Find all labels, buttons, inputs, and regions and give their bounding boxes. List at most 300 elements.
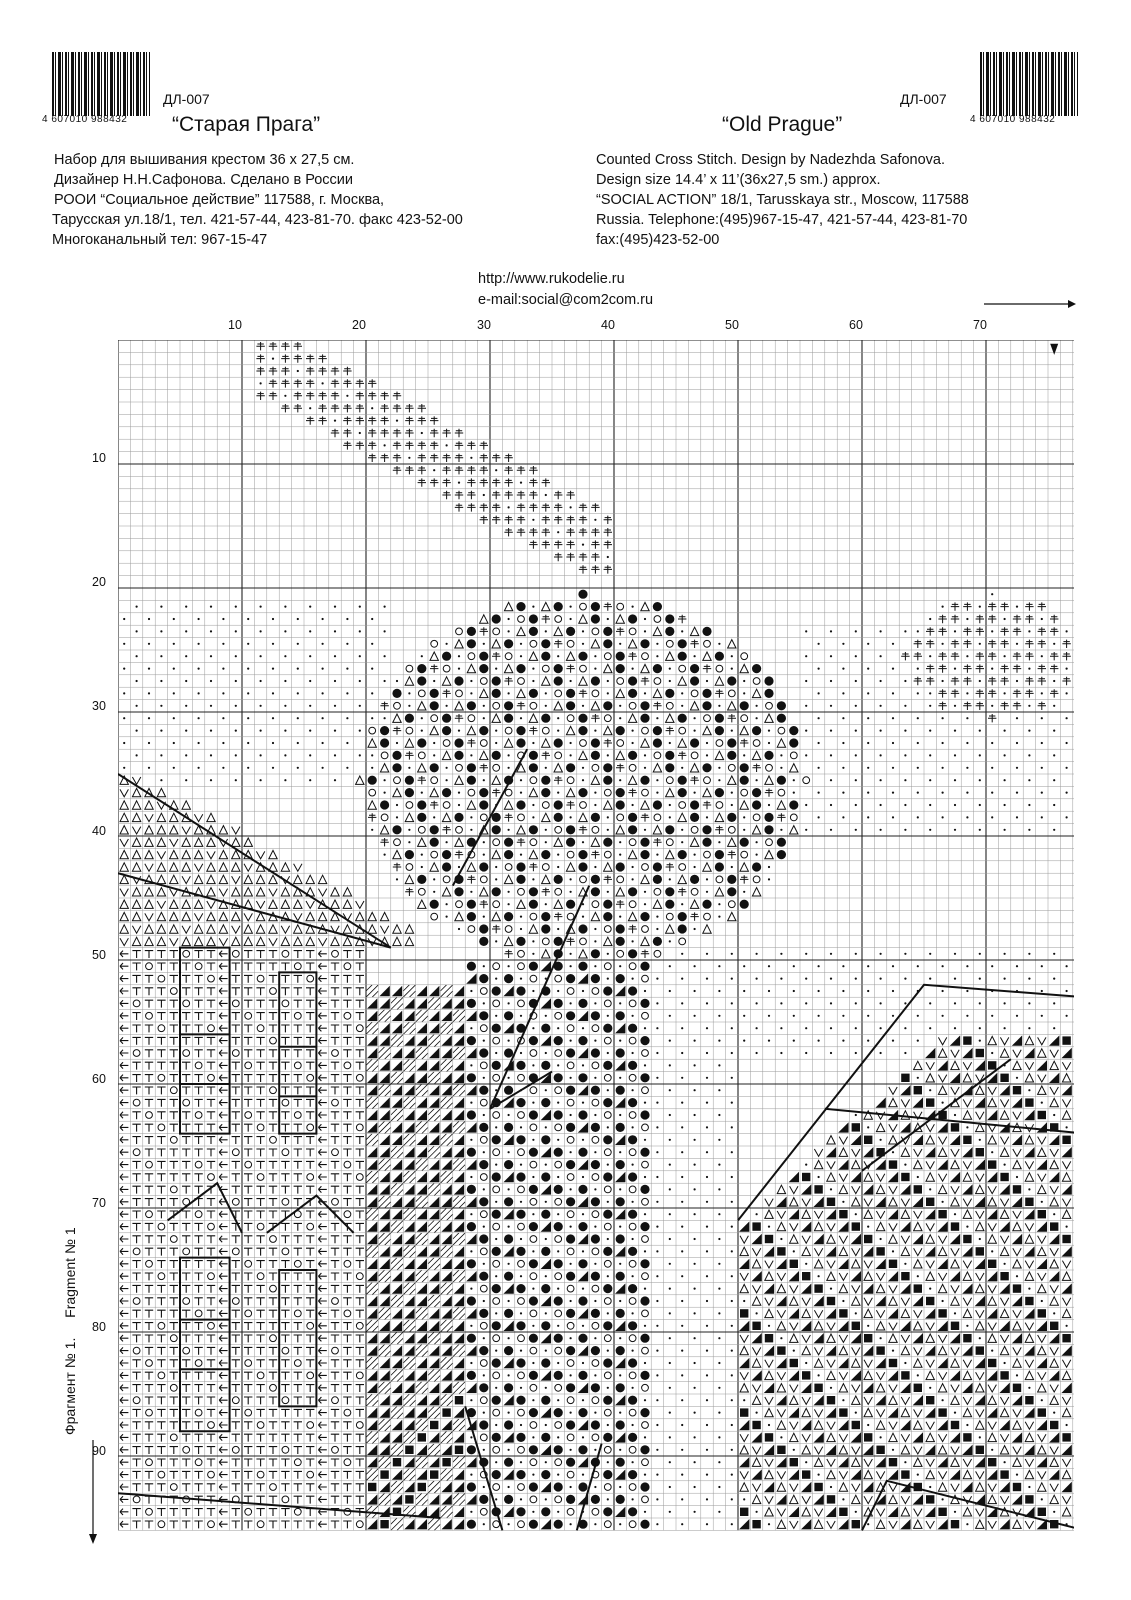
info-en-line: Russia. Telephone:(495)967-15-47, 421-57-44, 423-81-70 — [596, 212, 968, 228]
stitch-dot — [942, 1201, 944, 1203]
stitch-ring — [530, 1050, 537, 1057]
stitch-ring — [505, 789, 512, 796]
stitch-hatch — [403, 1022, 415, 1034]
stitch-ring — [604, 715, 611, 722]
stitch-triangle — [579, 813, 587, 821]
stitch-ring — [158, 1223, 165, 1230]
stitch-tee — [194, 1186, 202, 1193]
stitch-dot — [818, 643, 820, 645]
stitch-filled-circle — [616, 1272, 625, 1281]
stitch-tee — [256, 1310, 264, 1317]
stitch-dot — [830, 655, 832, 657]
stitch-dot — [1041, 767, 1043, 769]
stitch-ring — [704, 851, 711, 858]
stitch-filled-circle — [578, 924, 587, 933]
stitch-ring — [642, 1459, 649, 1466]
stitch-tee — [331, 1087, 339, 1094]
stitch-dot — [619, 1040, 621, 1042]
stitch-filled-circle — [479, 1160, 488, 1169]
stitch-arrow — [120, 1496, 128, 1502]
stitch-half — [751, 1370, 761, 1380]
stitch-triangle — [194, 937, 202, 945]
stitch-filled-circle — [504, 1458, 513, 1467]
stitch-dot — [966, 767, 968, 769]
stitch-tee — [306, 1409, 314, 1416]
stitch-tee — [207, 1459, 215, 1466]
stitch-ring — [195, 1112, 202, 1119]
barcode-icon — [52, 52, 150, 116]
stitch-triangle — [1025, 1036, 1033, 1044]
stitch-ring — [493, 901, 500, 908]
stitch-tee — [207, 1397, 215, 1404]
stitch-dot — [210, 606, 212, 608]
stitch-ring — [629, 764, 636, 771]
stitch-hatch — [428, 1369, 440, 1381]
stitch-triangle — [393, 937, 401, 945]
stitch-triangle — [517, 627, 525, 635]
stitch-dot — [1004, 1027, 1006, 1029]
stitch-dot — [793, 990, 795, 992]
stitch-plus — [554, 553, 562, 561]
stitch-ring — [158, 1273, 165, 1280]
stitch-ring — [642, 1384, 649, 1391]
stitch-dot — [669, 878, 671, 880]
stitch-triangle — [145, 801, 153, 809]
stitch-square — [1062, 1235, 1070, 1243]
stitch-dot — [557, 1213, 559, 1215]
stitch-dot — [669, 1412, 671, 1414]
stitch-triangle — [889, 1433, 897, 1441]
stitch-dot — [743, 692, 745, 694]
stitch-half — [503, 1023, 513, 1033]
stitch-vee — [207, 851, 215, 858]
stitch-hatch — [453, 1047, 465, 1059]
stitch-dot — [942, 767, 944, 769]
stitch-triangle — [666, 925, 674, 933]
stitch-ring — [518, 1186, 525, 1193]
stitch-ring — [356, 1273, 363, 1280]
stitch-filled-circle — [516, 875, 525, 884]
stitch-dot — [768, 742, 770, 744]
stitch-filled-circle — [492, 1470, 501, 1479]
stitch-vee — [864, 1397, 872, 1404]
stitch-dot — [867, 1126, 869, 1128]
stitch-dot — [632, 1424, 634, 1426]
stitch-tee — [194, 1137, 202, 1144]
stitch-dot — [718, 1337, 720, 1339]
stitch-plus — [604, 528, 612, 536]
stitch-dot — [222, 668, 224, 670]
stitch-vee — [926, 1124, 934, 1131]
stitch-triangle — [418, 838, 426, 846]
stitch-tee — [207, 951, 215, 958]
stitch-half — [851, 1469, 861, 1479]
stitch-dot — [594, 1151, 596, 1153]
stitch-arrow — [219, 1422, 227, 1428]
stitch-dot — [904, 630, 906, 632]
stitch-dot — [904, 953, 906, 955]
stitch-dot — [706, 1275, 708, 1277]
stitch-dot — [1041, 990, 1043, 992]
stitch-triangle — [393, 788, 401, 796]
stitch-vee — [827, 1161, 835, 1168]
stitch-vee — [938, 1137, 946, 1144]
stitch-triangle — [988, 1136, 996, 1144]
stitch-plus — [604, 565, 612, 573]
stitch-filled-circle — [715, 850, 724, 859]
stitch-half — [950, 1333, 960, 1343]
stitch-ring — [555, 1161, 562, 1168]
stitch-dot — [694, 1040, 696, 1042]
stitch-filled-circle — [541, 1172, 550, 1181]
stitch-tee — [145, 1199, 153, 1206]
stitch-plus — [529, 540, 537, 548]
stitch-hatch — [378, 1233, 390, 1245]
stitch-half — [392, 1420, 402, 1430]
stitch-dot — [532, 1288, 534, 1290]
stitch-half — [578, 1345, 588, 1355]
stitch-filled-circle — [554, 1482, 563, 1491]
stitch-vee — [963, 1199, 971, 1206]
stitch-dot — [706, 1226, 708, 1228]
stitch-dot — [718, 1387, 720, 1389]
stitch-square — [790, 1458, 798, 1466]
stitch-dot — [594, 965, 596, 967]
stitch-arrow — [219, 1285, 227, 1291]
stitch-half — [441, 1234, 451, 1244]
stitch-filled-circle — [492, 1210, 501, 1219]
stitch-dot — [508, 1374, 510, 1376]
stitch-dot — [359, 730, 361, 732]
stitch-filled-circle — [479, 652, 488, 661]
stitch-dot — [1041, 618, 1043, 620]
website-link[interactable]: http://www.rukodelie.ru — [478, 271, 625, 287]
stitch-arrow — [219, 1025, 227, 1031]
stitch-half — [392, 1345, 402, 1355]
stitch-filled-circle — [690, 813, 699, 822]
stitch-triangle — [938, 1284, 946, 1292]
stitch-dot — [656, 1226, 658, 1228]
stitch-tee — [170, 1050, 178, 1057]
stitch-filled-circle — [566, 900, 575, 909]
stitch-half — [999, 1321, 1009, 1331]
stitch-plus — [703, 801, 711, 809]
stitch-ring — [505, 926, 512, 933]
stitch-triangle — [703, 652, 711, 660]
stitch-tee — [294, 975, 302, 982]
stitch-ring — [493, 839, 500, 846]
stitch-square — [951, 1123, 959, 1131]
stitch-half — [962, 1345, 972, 1355]
stitch-half — [367, 1184, 377, 1194]
stitch-dot — [619, 1002, 621, 1004]
stitch-triangle — [170, 826, 178, 834]
stitch-tee — [232, 1285, 240, 1292]
stitch-half — [1061, 1246, 1071, 1256]
stitch-tee — [244, 1484, 252, 1491]
stitch-filled-circle — [678, 639, 687, 648]
stitch-dot — [570, 754, 572, 756]
stitch-filled-circle — [554, 602, 563, 611]
stitch-square — [827, 1297, 835, 1305]
stitch-vee — [1013, 1050, 1021, 1057]
stitch-vee — [306, 901, 314, 908]
stitch-ring — [170, 1484, 177, 1491]
stitch-ring — [294, 1112, 301, 1119]
stitch-ring — [208, 1471, 215, 1478]
stitch-filled-circle — [789, 726, 798, 735]
stitch-half — [454, 1221, 464, 1231]
stitch-plus — [1038, 677, 1046, 685]
stitch-dot — [508, 1412, 510, 1414]
stitch-ring — [530, 1236, 537, 1243]
stitch-plus — [306, 354, 314, 362]
stitch-tee — [306, 1211, 314, 1218]
stitch-triangle — [380, 912, 388, 920]
stitch-dot — [892, 668, 894, 670]
stitch-tee — [132, 1484, 140, 1491]
stitch-triangle — [542, 602, 550, 610]
stitch-dot — [818, 1275, 820, 1277]
stitch-tee — [294, 1174, 302, 1181]
stitch-filled-circle — [479, 862, 488, 871]
stitch-half — [417, 1035, 427, 1045]
stitch-tee — [170, 1025, 178, 1032]
stitch-plus — [368, 392, 376, 400]
stitch-ring — [195, 1409, 202, 1416]
stitch-arrow — [120, 1409, 128, 1415]
stitch-tee — [356, 1347, 364, 1354]
stitch-dot — [495, 1461, 497, 1463]
stitch-ring — [642, 789, 649, 796]
stitch-filled-circle — [640, 1222, 649, 1231]
stitch-filled-circle — [616, 800, 625, 809]
stitch-triangle — [901, 1508, 909, 1516]
stitch-dot — [359, 655, 361, 657]
stitch-dot — [793, 1040, 795, 1042]
stitch-vee — [1062, 1199, 1070, 1206]
stitch-vee — [951, 1385, 959, 1392]
stitch-filled-circle — [591, 1234, 600, 1243]
stitch-dot — [284, 630, 286, 632]
stitch-tee — [194, 1236, 202, 1243]
stitch-half — [379, 1221, 389, 1231]
stitch-plus — [1000, 627, 1008, 635]
stitch-dot — [1028, 978, 1030, 980]
stitch-half — [962, 1246, 972, 1256]
stitch-triangle — [641, 739, 649, 747]
stitch-hatch — [453, 1382, 465, 1394]
stitch-triangle — [430, 726, 438, 734]
stitch-tee — [170, 1161, 178, 1168]
stitch-dot — [681, 1052, 683, 1054]
stitch-triangle — [219, 875, 227, 883]
stitch-filled-circle — [442, 788, 451, 797]
stitch-tee — [331, 1062, 339, 1069]
stitch-half — [441, 998, 451, 1008]
stitch-dot — [855, 1213, 857, 1215]
stitch-square — [914, 1384, 922, 1392]
stitch-half — [367, 1085, 377, 1095]
stitch-tee — [294, 1298, 302, 1305]
stitch-ring — [604, 926, 611, 933]
stitch-dot — [681, 903, 683, 905]
stitch-dot — [570, 1300, 572, 1302]
stitch-dot — [929, 1387, 931, 1389]
stitch-tee — [132, 1471, 140, 1478]
stitch-plus — [405, 888, 413, 896]
stitch-dot — [669, 1263, 671, 1265]
stitch-dot — [756, 1213, 758, 1215]
stitch-tee — [356, 1149, 364, 1156]
stitch-dot — [656, 1151, 658, 1153]
stitch-ring — [270, 1236, 277, 1243]
stitch-tee — [269, 1261, 277, 1268]
stitch-triangle — [170, 925, 178, 933]
stitch-dot — [483, 1374, 485, 1376]
stitch-triangle — [1000, 1309, 1008, 1317]
stitch-dot — [594, 1226, 596, 1228]
stitch-tee — [306, 1397, 314, 1404]
stitch-tee — [194, 975, 202, 982]
stitch-triangle — [976, 1222, 984, 1230]
stitch-arrow — [318, 951, 326, 957]
stitch-filled-circle — [702, 900, 711, 909]
stitch-plus — [405, 466, 413, 474]
stitch-dot — [458, 792, 460, 794]
stitch-filled-circle — [554, 664, 563, 673]
stitch-dot — [780, 767, 782, 769]
stitch-filled-circle — [578, 850, 587, 859]
stitch-triangle — [1062, 1272, 1070, 1280]
stitch-plus — [455, 503, 463, 511]
stitch-tee — [170, 1360, 178, 1367]
stitch-half — [379, 1035, 389, 1045]
stitch-dot — [446, 705, 448, 707]
stitch-ring — [170, 1136, 177, 1143]
stitch-dot — [594, 792, 596, 794]
stitch-vee — [1038, 1372, 1046, 1379]
stitch-tee — [232, 1013, 240, 1020]
stitch-tee — [343, 1347, 351, 1354]
stitch-tee — [356, 1471, 364, 1478]
stitch-ring — [493, 963, 500, 970]
stitch-triangle — [963, 1470, 971, 1478]
stitch-filled-circle — [616, 1123, 625, 1132]
stitch-ring — [518, 1484, 525, 1491]
stitch-vee — [752, 1248, 760, 1255]
stitch-ring — [555, 1012, 562, 1019]
stitch-tee — [157, 1050, 165, 1057]
stitch-dot — [582, 1325, 584, 1327]
stitch-half — [578, 1197, 588, 1207]
stitch-arrow — [318, 1112, 326, 1118]
stitch-triangle — [728, 640, 736, 648]
stitch-ring — [493, 1335, 500, 1342]
stitch-triangle — [988, 1098, 996, 1106]
stitch-ring — [294, 1459, 301, 1466]
stitch-triangle — [343, 937, 351, 945]
stitch-filled-circle — [541, 639, 550, 648]
stitch-tee — [281, 1087, 289, 1094]
stitch-dot — [694, 1436, 696, 1438]
stitch-hatch — [416, 1456, 428, 1468]
stitch-ring — [307, 1174, 314, 1181]
stitch-filled-circle — [405, 714, 414, 723]
stitch-vee — [1038, 1075, 1046, 1082]
stitch-tee — [194, 1087, 202, 1094]
stitch-half — [404, 1073, 414, 1083]
stitch-dot — [148, 742, 150, 744]
stitch-dot — [346, 717, 348, 719]
stitch-ring — [480, 1434, 487, 1441]
stitch-filled-circle — [405, 776, 414, 785]
stitch-plus — [467, 875, 475, 883]
stitch-plus — [480, 503, 488, 511]
stitch-dot — [483, 643, 485, 645]
stitch-ring — [232, 1198, 239, 1205]
stitch-ring — [592, 1322, 599, 1329]
stitch-dot — [743, 1498, 745, 1500]
stitch-dot — [867, 1226, 869, 1228]
stitch-triangle — [740, 1284, 748, 1292]
stitch-tee — [269, 1211, 277, 1218]
stitch-half — [417, 1172, 427, 1182]
stitch-plus — [1050, 664, 1058, 672]
stitch-dot — [694, 1486, 696, 1488]
stitch-tee — [157, 1298, 165, 1305]
email-link[interactable]: e-mail:social@com2com.ru — [478, 292, 654, 308]
stitch-triangle — [157, 863, 165, 871]
stitch-triangle — [802, 1210, 810, 1218]
stitch-half — [466, 1085, 476, 1095]
stitch-square — [1013, 1284, 1021, 1292]
stitch-dot — [830, 779, 832, 781]
stitch-ring — [257, 1422, 264, 1429]
stitch-arrow — [120, 1025, 128, 1031]
stitch-filled-circle — [603, 838, 612, 847]
stitch-dot — [880, 705, 882, 707]
stitch-dot — [495, 1498, 497, 1500]
stitch-filled-circle — [368, 776, 377, 785]
stitch-plus — [356, 416, 364, 424]
stitch-dot — [830, 1002, 832, 1004]
stitch-tee — [356, 1447, 364, 1454]
stitch-half — [417, 1296, 427, 1306]
stitch-hatch — [453, 1493, 465, 1505]
stitch-triangle — [988, 1297, 996, 1305]
stitch-dot — [1053, 953, 1055, 955]
stitch-filled-circle — [752, 800, 761, 809]
stitch-triangle — [281, 888, 289, 896]
stitch-half — [578, 1122, 588, 1132]
stitch-dot — [1053, 1002, 1055, 1004]
stitch-hatch — [440, 1134, 452, 1146]
stitch-tee — [232, 1112, 240, 1119]
stitch-dot — [594, 866, 596, 868]
stitch-dot — [235, 779, 237, 781]
stitch-dot — [123, 742, 125, 744]
stitch-half — [1037, 1221, 1047, 1231]
stitch-plus — [294, 354, 302, 362]
stitch-dot — [582, 779, 584, 781]
stitch-tee — [170, 1273, 178, 1280]
stitch-arrow — [219, 1174, 227, 1180]
stitch-half — [1049, 1469, 1059, 1479]
stitch-dot — [483, 1337, 485, 1339]
stitch-dot — [520, 1387, 522, 1389]
stitch-ring — [753, 678, 760, 685]
